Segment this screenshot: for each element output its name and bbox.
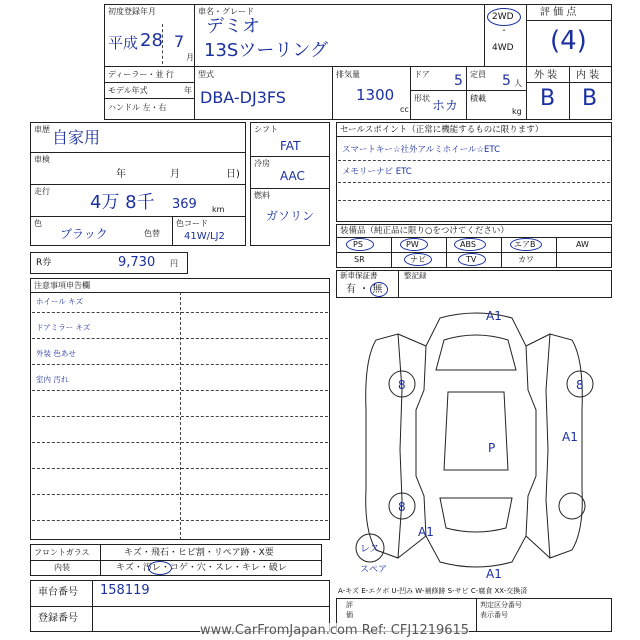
car-roof	[444, 392, 508, 470]
usage-label: 車歴	[34, 125, 50, 134]
interior-options: キズ・汚レ・コゲ・穴・スレ・キレ・破レ	[116, 563, 287, 573]
spare-mark: レス	[360, 544, 380, 555]
kg-unit: kg	[512, 107, 522, 116]
divider	[162, 24, 163, 64]
reg-label: 登録番号	[38, 613, 78, 624]
eval-score: (4)	[550, 26, 587, 56]
divider	[100, 544, 101, 576]
divider	[391, 237, 392, 268]
sales-label: セールスポイント（正常に機能するものに限ります）	[340, 125, 544, 135]
divider	[32, 494, 328, 495]
divider	[446, 237, 447, 268]
divider	[338, 182, 610, 183]
divider	[336, 136, 612, 137]
car-outline	[416, 313, 536, 567]
equip-sr: SR	[354, 255, 365, 264]
aircon-label: 冷房	[254, 159, 270, 168]
divider	[104, 82, 194, 83]
equip-abs: ABS	[460, 240, 476, 249]
mark-rear: A1	[486, 567, 502, 581]
divider	[194, 4, 195, 66]
mark-wheel-rl: 8	[398, 500, 406, 514]
shape-label: 形状	[414, 94, 430, 103]
mileage-sub: 369	[172, 197, 197, 212]
divider	[332, 66, 333, 120]
color-label: 色	[34, 219, 42, 228]
area-label-1: 判定区分番号	[480, 601, 522, 609]
capacity-unit: 人	[514, 79, 522, 88]
capacity-label: 定員	[470, 70, 486, 79]
watermark: www.CarFromJapan.com Ref: CFJ1219615	[200, 623, 470, 638]
divider	[30, 606, 330, 607]
eval-label: 評 価 点	[540, 7, 577, 18]
mark-right-side: A1	[562, 430, 578, 444]
int-grade: B	[582, 86, 598, 111]
car-name: デミオ	[206, 16, 260, 37]
divider	[30, 560, 322, 561]
handle-label: ハンドル 左・右	[108, 103, 167, 112]
color-change-label: 色替	[144, 229, 160, 238]
capacity: 5	[502, 73, 511, 89]
usage: 自家用	[52, 128, 101, 147]
divider	[104, 98, 194, 99]
divider	[194, 66, 195, 120]
divider	[476, 598, 477, 632]
divider	[30, 152, 246, 153]
divider	[30, 216, 246, 217]
divider	[410, 66, 411, 120]
car-name-label: 車名・グレード	[198, 7, 254, 16]
divider	[556, 237, 557, 268]
mark-roof: P	[488, 441, 496, 455]
divider	[32, 442, 328, 443]
divider	[569, 66, 570, 120]
damage-legend: A-キズ E-エクボ U-凹み W-補修跡 S-サビ C-腐食 XX-交換済	[338, 587, 528, 595]
recycle-value: 9,730	[118, 255, 156, 270]
equip-airbag: エアB	[514, 240, 536, 249]
fuel-label: 燃料	[254, 191, 270, 200]
divider	[32, 416, 328, 417]
equip-ps: PS	[353, 240, 363, 249]
wheel-rear-right	[559, 493, 585, 519]
km-unit: km	[212, 205, 225, 214]
drive-4wd: 4WD	[492, 43, 514, 53]
aircon: AAC	[280, 169, 305, 183]
mark-front: A1	[486, 309, 502, 323]
sales-line-2: メモリーナビ ETC	[342, 167, 412, 177]
divider	[501, 237, 502, 268]
door-label: ドア	[414, 70, 430, 79]
divider	[338, 160, 610, 161]
divider	[526, 20, 612, 21]
front-glass-options: キズ・飛石・ヒビ割・リペア跡・X要	[124, 548, 274, 558]
model-year-unit: 年	[184, 86, 192, 95]
inspection-month: 月	[170, 169, 180, 180]
warranty-label: 新車保証書	[340, 271, 378, 280]
car-diagram	[336, 300, 612, 584]
color: ブラック	[60, 227, 108, 241]
mileage-label: 走行	[34, 187, 50, 196]
reg-year: 28	[140, 30, 163, 51]
notes-label: 注意事項申告欄	[34, 281, 90, 290]
note-line-3: 外装 色あせ	[36, 349, 76, 358]
mark-wheel-fl: 8	[398, 378, 406, 392]
divider	[466, 66, 467, 90]
color-code: 41W/LJ2	[184, 231, 225, 242]
area-label-2: 表示番号	[480, 611, 508, 619]
shape: ホカ	[432, 99, 459, 114]
doors: 5	[454, 73, 463, 89]
ext-grade: B	[540, 86, 556, 111]
divider	[32, 338, 328, 339]
dealer-label: ディーラー・並 行	[108, 70, 174, 79]
first-reg-label: 初度登録年月	[108, 7, 156, 16]
divider	[32, 468, 328, 469]
warranty-none-circle	[370, 282, 388, 297]
record-label: 整記録	[404, 271, 427, 280]
recycle-frame	[30, 252, 188, 274]
divider	[104, 66, 612, 67]
equip-navi: ナビ	[410, 255, 426, 264]
car-left-side	[366, 334, 402, 558]
inspection-label: 車検	[34, 155, 50, 164]
divider	[526, 82, 612, 83]
yen-unit: 円	[170, 259, 178, 268]
mark-left-rear: A1	[418, 525, 434, 539]
reg-month: 7	[174, 32, 185, 51]
divider	[526, 4, 527, 120]
car-grade: 13Sツーリング	[204, 40, 328, 61]
interior-label: 内装	[54, 563, 70, 572]
shift: FAT	[280, 139, 301, 153]
equip-leather: カワ	[518, 255, 534, 264]
note-line-1: ホイール キズ	[36, 297, 84, 306]
warranty-value: 有 ・ 無	[346, 284, 383, 295]
load-label: 積載	[470, 94, 486, 103]
car-rear-window	[440, 498, 512, 532]
divider	[32, 390, 328, 391]
type-value: DBA-DJ3FS	[200, 88, 286, 107]
divider	[250, 156, 330, 157]
divider	[410, 90, 526, 91]
drive-2wd: 2WD	[492, 12, 514, 22]
mark-wheel-fr: 8	[576, 378, 584, 392]
divider	[250, 188, 330, 189]
divider	[398, 270, 399, 298]
equip-pw: PW	[406, 240, 419, 249]
car-windshield	[436, 335, 516, 370]
inspection-year: 年	[116, 169, 126, 180]
ext-label: 外 装	[534, 70, 558, 81]
divider	[32, 520, 328, 521]
equip-tv: TV	[466, 255, 477, 264]
inspector-label-2: 価	[346, 611, 353, 619]
type-label: 型式	[198, 70, 214, 79]
equipment-label: 装備品（純正品に限り○をつけてください）	[340, 226, 509, 236]
divider	[30, 184, 246, 185]
note-line-4: 室内 汚れ	[36, 375, 69, 384]
cc-unit: cc	[400, 105, 409, 114]
divider	[172, 216, 173, 246]
model-year-label: モデル年式	[108, 86, 148, 95]
displacement-label: 排気量	[336, 70, 360, 79]
drive-dot: ・	[500, 26, 508, 35]
chassis-number: 158119	[100, 583, 150, 598]
divider	[32, 312, 328, 313]
equip-aw: AW	[576, 240, 589, 249]
inspection-day: 日)	[226, 169, 240, 180]
fuel: ガソリン	[266, 209, 315, 223]
divider	[484, 4, 485, 66]
front-glass-label: フロントガラス	[34, 548, 90, 557]
divider	[338, 200, 610, 201]
inspector-label-1: 評	[346, 601, 353, 609]
int-label: 内 装	[576, 70, 600, 81]
divider	[466, 90, 467, 120]
sales-line-1: スマートキー☆社外アルミホイール☆ETC	[342, 145, 501, 155]
shift-label: シフト	[254, 125, 278, 134]
spare-text: スペア	[360, 565, 388, 575]
interior-dirt-circle	[148, 561, 172, 575]
color-code-label: 色コード	[176, 219, 208, 228]
recycle-label: R券	[36, 258, 52, 268]
divider	[32, 364, 328, 365]
car-right-side	[546, 334, 582, 558]
chassis-label: 車台番号	[38, 587, 78, 598]
mileage-main: 4万 8千	[90, 192, 155, 213]
reg-era: 平成	[108, 34, 139, 52]
note-line-2: ドアミラー キズ	[36, 323, 91, 332]
month-unit: 月	[186, 53, 194, 62]
displacement: 1300	[356, 86, 395, 104]
